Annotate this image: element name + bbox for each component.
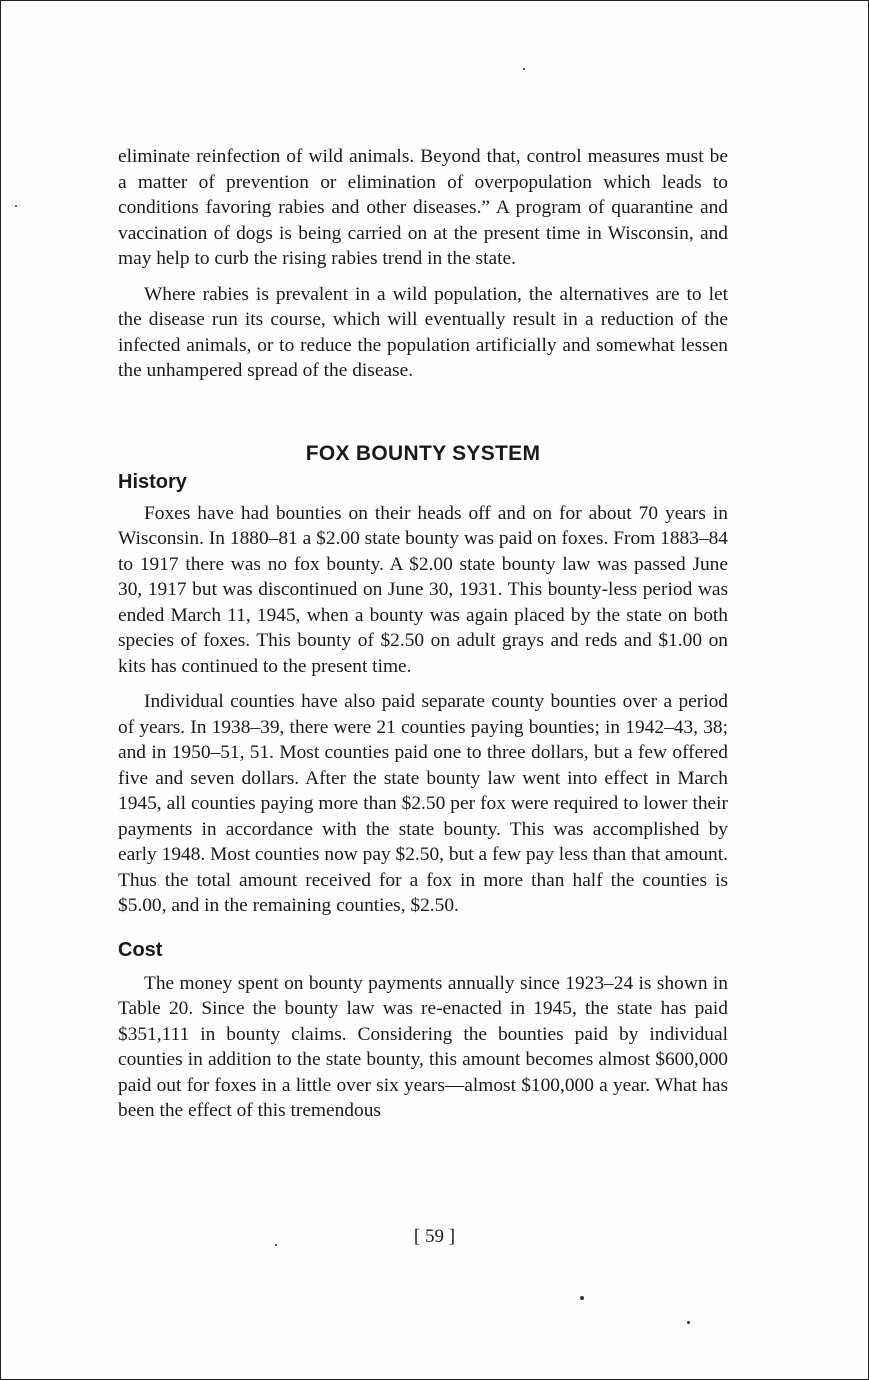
paragraph-intro-1: eliminate reinfection of wild animals. Beyond that, control measures must be a matter of prevention or elimination of overpopulation which leads to conditions favoring rabies and other diseases.” A program of quarantine and vaccination of dogs is being carried on at the present time in Wisconsin, and may help to curb the rising rabies trend in the state. — [118, 146, 728, 269]
scan-speck — [523, 68, 525, 70]
history-paragraph-2: Individual counties have also paid separate county bounties over a period of years. In 1938–39, there were 21 counties paying bounties; in 1942–43, 38; and in 1950–51, 51. Most counties paid one to three dollars, but a few offered five and seven dollars. After the state bounty law went into effect in March 1945, all counties paying more than $2.50 per fox were required to lower their payments in accordance with the state bounty. This was accomplished by early 1948. Most counties now pay $2.50, but a few pay less than that amount. Thus the total amount received for a fox in more than half the counties is $5.00, and in the remaining counties, $2.50. — [118, 691, 728, 916]
paragraph-intro-2: Where rabies is prevalent in a wild population, the alternatives are to let the disease run its course, which will eventually result in a reduction of the infected animals, or to reduce the population artificially and somewhat lessen the unhampered spread of the disease. — [118, 283, 728, 381]
history-paragraph-1: Foxes have had bounties on their heads off and on for about 70 years in Wisconsin. In 1880–81 a $2.00 state bounty was paid on foxes. From 1883–84 to 1917 there was no fox bounty. A $2.00 state bounty law was passed June 30, 1917 but was discontinued on June 30, 1931. This bounty-less period was ended March 11, 1945, when a bounty was again placed by the state on both species of foxes. This bounty of $2.50 on adult grays and reds and $1.00 on kits has continued to the present time. — [118, 502, 728, 677]
cost-heading: Cost — [118, 938, 163, 961]
scan-speck — [687, 1321, 690, 1324]
scan-speck — [275, 1244, 277, 1246]
section-title: FOX BOUNTY SYSTEM — [305, 441, 541, 465]
cost-paragraph-1: The money spent on bounty payments annually since 1923–24 is shown in Table 20. Since the bounty law was re-enacted in 1945, the state has paid $351,111 in bounty claims. Considering the bounties paid by individual counties in addition to the state bounty, this amount becomes almost $600,000 paid out for foxes in a little over six years—almost $100,000 a year. What has been the effect of this tremendous — [118, 972, 728, 1121]
scan-speck — [15, 205, 17, 207]
page-number: [ 59 ] — [413, 1226, 456, 1247]
scan-speck — [580, 1296, 584, 1300]
document-body — [118, 144, 728, 1124]
history-heading: History — [118, 470, 187, 493]
